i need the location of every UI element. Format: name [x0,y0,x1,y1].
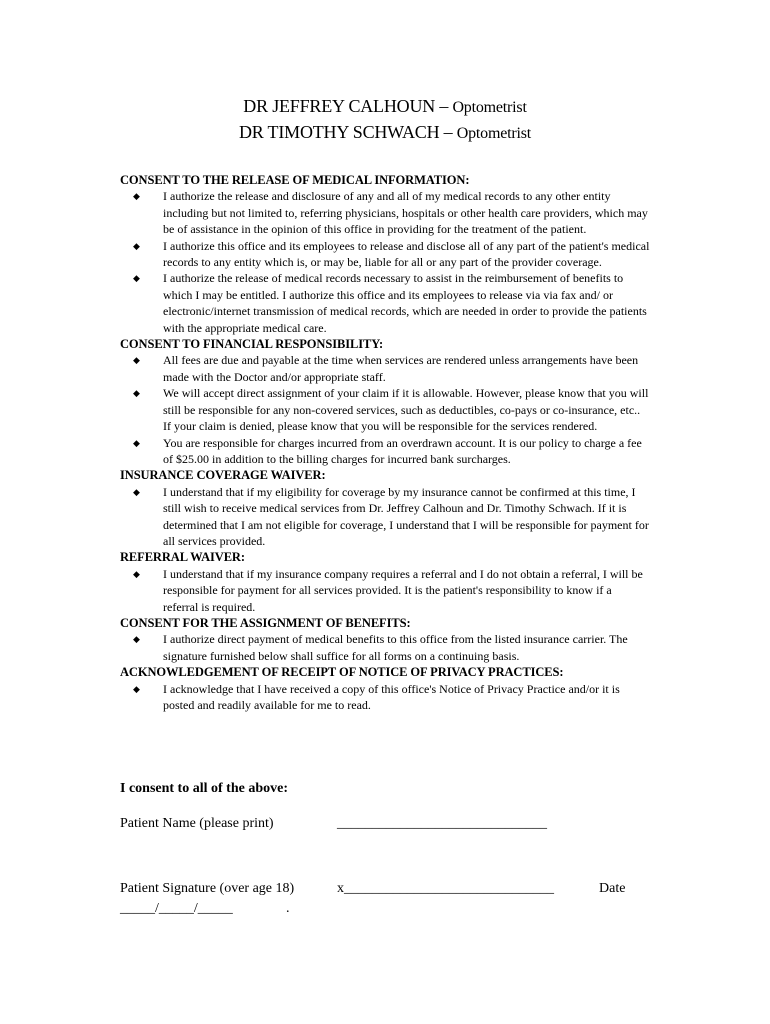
list-item-text: I authorize direct payment of medical benefits to this office from the listed insurance carrier. The signature furnished below shall suffice for all forms on a continuing basis. [163,632,628,663]
patient-signature-label: Patient Signature (over age 18) [120,881,295,896]
diamond-bullet-icon: ◆ [133,191,140,202]
doctor-role-2: Optometrist [456,125,532,142]
section-title: CONSENT FOR THE ASSIGNMENT OF BENEFITS: [120,615,411,630]
doctor-role-1: Optometrist [452,99,527,116]
list-item-text: All fees are due and payable at the time when services are rendered unless arrangements have been made with the Doctor and/or appropriate staff. [163,353,639,384]
list-item-text: We will accept direct assignment of your claim if it is allowable. However, please know that you will still be responsible for any non-covered services, such as deductibles, co-pays or co-insurance, etc.. If your claim is denied, please know that you will be responsible for the services rendered. [163,386,649,434]
patient-signature-row [120,880,626,898]
diamond-bullet-icon: ◆ [133,683,140,694]
header-line-1 [0,94,770,120]
list-item [120,188,650,237]
diamond-bullet-icon: ◆ [133,388,140,399]
list-item [120,566,650,615]
list-item-text: I understand that if my eligibility for coverage by my insurance cannot be confirmed at this time, I still wish to receive medical services from Dr. Jeffrey Calhoun and Dr. Timothy Schwach. If it is determined that I am not eligible for coverage, I understand that I will be responsible for payment for all services provided. [163,484,649,548]
section-title: CONSENT TO THE RELEASE OF MEDICAL INFORMATION: [120,173,470,187]
list-item-text: I authorize the release of medical records necessary to assist in the reimbursement of benefits to which I may be entitled. I authorize this office and its employees to release via via fax and/ or electronic/internet transmission of medical records, which are needed in order to provide the patients with the appropriate medical care. [163,271,647,335]
doctor-name-2: DR TIMOTHY SCHWACH – [238,122,457,142]
section-title: CONSENT TO FINANCIAL RESPONSIBILITY: [120,337,384,352]
patient-name-row [120,815,547,833]
list-item-text: I authorize the release and disclosure of any and all of my medical records to any other entity including but not limited to, referring physicians, hospitals or other health care providers, which may be of assistance in the opinion of this office in providing for the treatment of the patient. [163,189,648,237]
doctor-name-1: DR JEFFREY CALHOUN – [243,96,453,116]
patient-name-field[interactable]: ______________________________ [337,816,547,831]
diamond-bullet-icon: ◆ [133,486,140,497]
patient-signature-field[interactable]: x______________________________ [337,881,554,896]
list-item [120,238,650,271]
section-item-list [120,631,650,664]
section-title: INSURANCE COVERAGE WAIVER: [120,468,326,483]
section-title: REFERRAL WAIVER: [120,550,245,565]
section-item-list [120,188,650,336]
date-trailing-mark: . [286,901,290,916]
list-item-text: You are responsible for charges incurred from an overdrawn account. It is our policy to charge a fee of $25.00 in addition to the billing charges for incurred bank surcharges. [163,435,642,466]
diamond-bullet-icon: ◆ [133,568,140,579]
section-item-list [120,352,650,467]
diamond-bullet-icon: ◆ [133,634,140,645]
section-item-list [120,484,650,550]
patient-name-label: Patient Name (please print) [120,816,274,831]
diamond-bullet-icon: ◆ [133,240,140,251]
date-label: Date [599,881,626,896]
list-item [120,352,650,385]
date-field[interactable]: _____/_____/_____ [120,901,233,916]
diamond-bullet-icon: ◆ [133,437,140,448]
consent-sections [120,172,650,713]
list-item [120,385,650,434]
date-row [120,900,290,918]
list-item [120,631,650,664]
list-item [120,681,650,714]
header-line-2 [0,120,770,146]
list-item-text: I authorize this office and its employees to release and disclose all of any part of the patient's medical records to any entity which is, or may be, liable for all or any part of the provider coverage. [163,238,650,270]
document-header [0,94,770,146]
consent-statement: I consent to all of the above: [120,781,288,796]
list-item-text: I acknowledge that I have received a copy of this office's Notice of Privacy Practice and/or it is posted and readily available for me to read. [163,681,620,712]
section-item-list [120,566,650,615]
diamond-bullet-icon: ◆ [133,273,140,284]
list-item [120,435,650,468]
section-title: ACKNOWLEDGEMENT OF RECEIPT OF NOTICE OF PRIVACY PRACTICES: [120,665,564,680]
list-item [120,270,650,336]
list-item-text: I understand that if my insurance company requires a referral and I do not obtain a referral, I will be responsible for payment for all services provided. It is the patient's responsibility to know if a referral is required. [163,566,643,614]
list-item [120,484,650,550]
diamond-bullet-icon: ◆ [133,355,140,366]
section-item-list [120,681,650,714]
